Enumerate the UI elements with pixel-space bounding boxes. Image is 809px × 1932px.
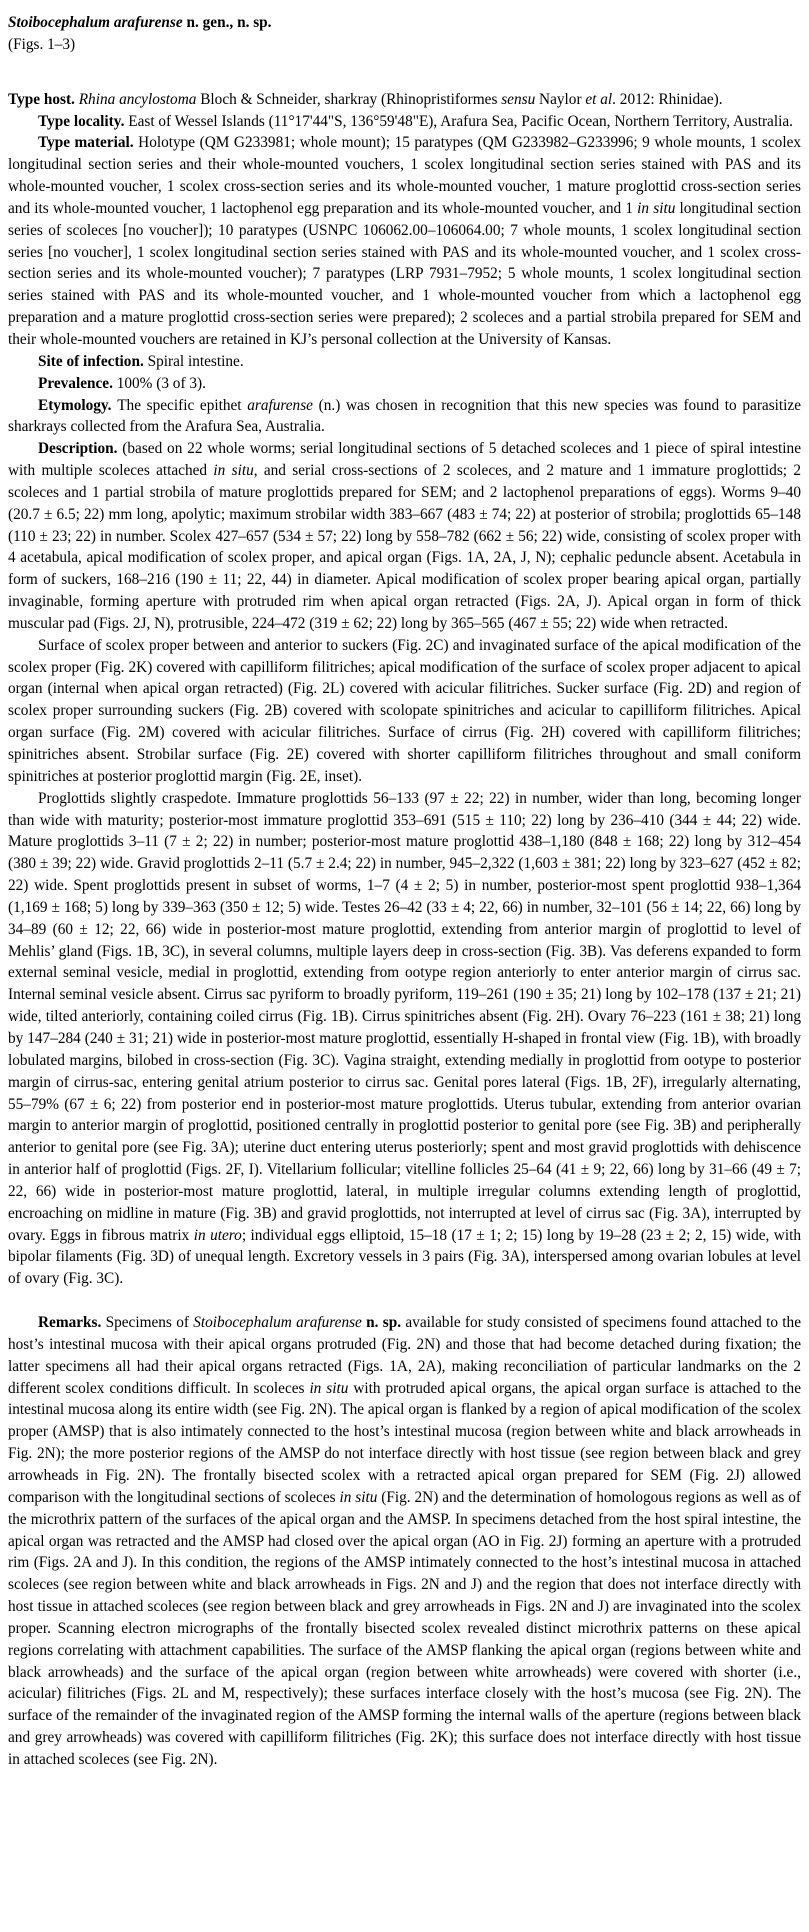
text-run: n. sp. <box>366 1314 402 1332</box>
paragraph-description <box>8 438 801 635</box>
text-run: Type host. <box>8 90 79 108</box>
text-run: Holotype (QM G233981; whole mount); 15 paratypes (QM G233982–G233996; 9 whole mounts, 1 scolex longitudinal section series and their whole-mounted vouchers, 1 scolex longitudinal section series stained with PAS and its whole-mounted voucher, 1 scolex cross-section series and its whole-mounted voucher, 1 mature proglottid cross-section series and its whole-mounted voucher, 1 lactophenol egg preparation and its whole-mounted voucher, and 1 <box>8 134 802 217</box>
text-run: sensu <box>501 90 536 108</box>
text-run: Naylor <box>535 90 586 108</box>
text-run: Remarks. <box>38 1314 106 1332</box>
paragraph-etymology <box>8 395 801 439</box>
text-run: arafurense <box>247 396 313 414</box>
text-run: Description. <box>38 440 123 458</box>
paragraph-remarks <box>8 1312 801 1771</box>
text-run: with protruded apical organs, the apical organ surface is attached to the intestinal mucosa along its entire width (see Fig. 2N). The apical organ is flanked by a region of apical modification of the scolex proper (AMSP) that is also intimately connected to the host’s intestinal mucosa (region between white and black arrowheads in Fig. 2N); the more posterior regions of the AMSP do not interface directly with host tissue (see region between black and grey arrowheads in Fig. 2N). The frontally bisected scolex with a retracted apical organ prepared for SEM (Fig. 2J) allowed comparison with the longitudinal sections of scoleces <box>8 1379 801 1506</box>
text-run: Rhina ancylostoma <box>78 90 197 108</box>
species-title <box>8 12 801 34</box>
text-run: Prevalence. <box>38 374 117 392</box>
text-run: . 2012: Rhinidae). <box>612 90 723 108</box>
text-run: et al <box>585 90 613 108</box>
text-run: in utero <box>193 1226 242 1244</box>
text-run: Bloch & Schneider, sharkray (Rhinopristiformes <box>196 90 502 108</box>
text-run: n. gen., n. sp. <box>182 14 272 31</box>
paragraph-surfaces <box>8 635 801 788</box>
text-run: Type locality. <box>38 112 129 130</box>
text-run: The specific epithet <box>117 396 248 414</box>
text-run: (n.) was chosen in recognition that this new species was found to parasitize sharkrays collected from the Arafura Sea, Australia. <box>8 396 801 436</box>
figures-reference <box>8 34 801 56</box>
text-run: Site of infection. <box>38 352 148 370</box>
text-run: in situ <box>339 1488 378 1506</box>
text-run: (Figs. 1–3) <box>8 35 76 53</box>
text-run: available for study consisted of specimens found attached to the host’s intestinal mucosa with their apical organs protruded (Fig. 2N) and those that had become detached during fixation; the latter specimens all had their apical organs retracted (Figs. 1A, 2A), making reconciliation of particular landmarks on the 2 different scolex conditions difficult. In scoleces <box>8 1314 801 1397</box>
text-run: ; individual eggs elliptoid, 15–18 (17 ± 1; 2; 15) long by 19–28 (23 ± 2; 2, 15) wide, with bipolar filaments (Fig. 3D) of unequal length. Excretory vessels in 3 pairs (Fig. 3A), interspersed among ovarian lobules at level of ovary (Fig. 3C). <box>8 1226 801 1288</box>
text-run: Proglottids slightly craspedote. Immature proglottids 56–133 (97 ± 22; 22) in number, wider than long, becoming longer than wide with maturity; posterior-most immature proglottid 353–691 (515 ± 110; 22) long by 236–410 (344 ± 44; 22) wide. Mature proglottids 3–11 (7 ± 2; 22) in number; posterior-most mature proglottid 438–1,180 (848 ± 168; 22) long by 312–454 (380 ± 39; 22) wide. Gravid proglottids 2–11 (5.7 ± 2.4; 22) in number, 945–2,322 (1,603 ± 381; 22) long by 323–627 (452 ± 82; 22) wide. Spent proglottids present in subset of worms, 1–7 (4 ± 2; 5) in number, posterior-most spent proglottid 938–1,364 (1,169 ± 168; 5) long by 339–363 (350 ± 12; 5) wide. Testes 26–42 (33 ± 4; 22, 66) in number, 32–101 (56 ± 14; 22, 66) long by 34–89 (60 ± 12; 22, 66) wide in posterior-most mature proglottid, extending from anterior margin of proglottid to level of Mehlis’ gland (Figs. 1B, 3C), in several columns, multiple layers deep in cross-section (Fig. 3B). Vas deferens expanded to form external seminal vesicle, medial in proglottid, extending from ootype region anteriorly to enter anterior margin of cirrus sac. Internal seminal vesicle absent. Cirrus sac pyriform to broadly pyriform, 119–261 (190 ± 35; 21) long by 102–178 (137 ± 21; 21) wide, tilted anteriorly, containing coiled cirrus (Fig. 1B). Cirrus spinitriches absent (Fig. 2H). Ovary 76–223 (161 ± 38; 21) long by 147–284 (240 ± 31; 21) wide in posterior-most mature proglottid, essentially H-shaped in frontal view (Fig. 1B), with broadly lobulated margins, bilobed in cross-section (Fig. 3C). Vagina straight, extending medially in proglottid from ootype to posterior margin of cirrus-sac, entering genital atrium posterior to cirrus sac. Genital pores lateral (Figs. 1B, 2F), irregularly alternating, 55–79% (67 ± 6; 22) from posterior end in posterior-most mature proglottids. Uterus tubular, extending from anterior ovarian margin to anterior margin of proglottid, positioned centrally in proglottid posterior to genital pore (see Fig. 3B) and peripherally anterior to genital pore (see Fig. 3A); uterine duct entering uterus posteriorly; spent and most gravid proglottids with dehiscence in anterior half of proglottid (Figs. 2F, I). Vitellarium follicular; vitelline follicles 25–64 (41 ± 9; 22, 66) long by 31–66 (49 ± 7; 22, 66) wide in posterior-most mature proglottid, lateral, in multiple irregular columns extending length of proglottid, encroaching on midline in mature (Fig. 3B) and gravid proglottids, not interrupted at level of cirrus sac (Fig. 3A), interrupted by ovary. Eggs in fibrous matrix <box>8 789 801 1244</box>
text-run: Stoibocephalum arafurense <box>193 1314 362 1332</box>
paragraph-prevalence <box>8 373 801 395</box>
paragraph-type-host <box>8 89 801 111</box>
paragraph-proglottids <box>8 788 801 1290</box>
text-run: in situ <box>637 199 676 217</box>
paragraph-type-material <box>8 132 801 350</box>
text-run: Stoibocephalum arafurense <box>8 14 183 31</box>
text-run: in situ <box>309 1379 349 1397</box>
text-run: (Fig. 2N) and the determination of homologous regions as well as of the microthrix pattern of the surfaces of the apical organ and the AMSP. In specimens detached from the host spiral intestine, the apical organ was retracted and the AMSP had closed over the apical organ (AO in Fig. 2J) forming an aperture with a protruded rim (Figs. 2A and J). In this condition, the regions of the AMSP intimately connected to the host’s intestinal mucosa in attached scoleces (see region between white and black arrowheads in Figs. 2N and J) and the region that does not interface directly with host tissue in attached scoleces (see region between black and grey arrowheads in Figs. 2N and J) are invaginated into the scolex proper. Scanning electron micrographs of the frontally bisected scolex revealed distinct microthrix patterns on these apical regions correlating with attachment capabilities. The surface of the AMSP flanking the apical organ (regions between white and black arrowheads) and the surface of the apical organ (region between white arrowheads) were covered with shorter (i.e., acicular) filitriches (Figs. 2L and M, respectively); these surfaces interface closely with the host’s mucosa (see Fig. 2N). The surface of the remainder of the invaginated region of the AMSP forming the internal walls of the aperture (regions between black and grey arrowheads) was covered with capilliform filitriches (Fig. 2K); this surface does not interface directly with host tissue in attached scoleces (see Fig. 2N). <box>8 1488 801 1768</box>
text-run: Spiral intestine. <box>147 352 244 370</box>
text-run: in situ <box>213 462 254 480</box>
text-run: Type material. <box>38 134 139 152</box>
text-run: East of Wessel Islands (11°17'44"S, 136°59'48"E), Arafura Sea, Pacific Ocean, Northern Territory, Australia. <box>128 112 793 130</box>
text-run: Surface of scolex proper between and anterior to suckers (Fig. 2C) and invaginated surface of the apical modification of the scolex proper (Fig. 2K) covered with capilliform filitriches; apical modification of the surface of scolex proper adjacent to apical organ (internal when apical organ retracted) (Fig. 2L) covered with acicular filitriches. Sucker surface (Fig. 2D) and region of scolex proper surrounding suckers (Fig. 2B) covered with scolopate spinitriches and acicular to capilliform filitriches. Apical organ surface (Fig. 2M) covered with acicular filitriches. Surface of cirrus (Fig. 2H) covered with capilliform filitriches; spinitriches absent. Strobilar surface (Fig. 2E) covered with shorter capilliform filitriches throughout and small coniform spinitriches at posterior proglottid margin (Fig. 2E, inset). <box>8 636 801 785</box>
text-run: Etymology. <box>38 396 118 414</box>
paragraph-site-of-infection <box>8 351 801 373</box>
text-run: , and serial cross-sections of 2 scoleces, and 2 mature and 1 immature proglottids; 2 scoleces and 1 partial strobila of mature proglottids prepared for SEM; and 2 lactophenol preparations of eggs). Worms 9–40 (20.7 ± 6.5; 22) mm long, apolytic; maximum strobilar width 383–667 (483 ± 74; 22) at posterior of strobila; proglottids 65–148 (110 ± 23; 22) in number. Scolex 427–657 (534 ± 57; 22) long by 558–782 (662 ± 56; 22) wide, consisting of scolex proper with 4 acetabula, apical modification of scolex proper, and apical organ (Figs. 1A, 2A, J, N); cephalic peduncle absent. Acetabula in form of suckers, 168–216 (190 ± 11; 22, 44) in diameter. Apical modification of scolex proper bearing apical organ, partially invaginable, forming aperture with protruded rim when apical organ retracted (Figs. 2A, J). Apical organ in form of thick muscular pad (Figs. 2J, N), protrusible, 224–472 (319 ± 62; 22) long by 365–565 (467 ± 55; 22) wide when retracted. <box>8 462 801 632</box>
paragraph-type-locality <box>8 111 801 133</box>
text-run: 100% (3 of 3). <box>116 374 206 392</box>
text-run: Specimens of <box>105 1314 194 1332</box>
text-run: (based on 22 whole worms; serial longitudinal sections of 5 detached scoleces and 1 piece of spiral intestine with multiple scoleces attached <box>8 440 801 480</box>
text-run: longitudinal section series of scoleces [no voucher]); 10 paratypes (USNPC 106062.00–106064.00; 7 whole mounts, 1 scolex longitudinal section series [no voucher], 1 scolex longitudinal section series stained with PAS and its whole-mounted voucher, and 1 scolex cross-section series and its whole-mounted voucher); 7 paratypes (LRP 7931–7952; 5 whole mounts, 1 scolex longitudinal section series stained with PAS and its whole-mounted voucher, and 1 whole-mounted voucher from which a lactophenol egg preparation and a mature proglottid cross-section series were prepared); 2 scoleces and a partial strobila prepared for SEM and their whole-mounted vouchers are retained in KJ’s personal collection at the University of Kansas. <box>8 199 801 348</box>
